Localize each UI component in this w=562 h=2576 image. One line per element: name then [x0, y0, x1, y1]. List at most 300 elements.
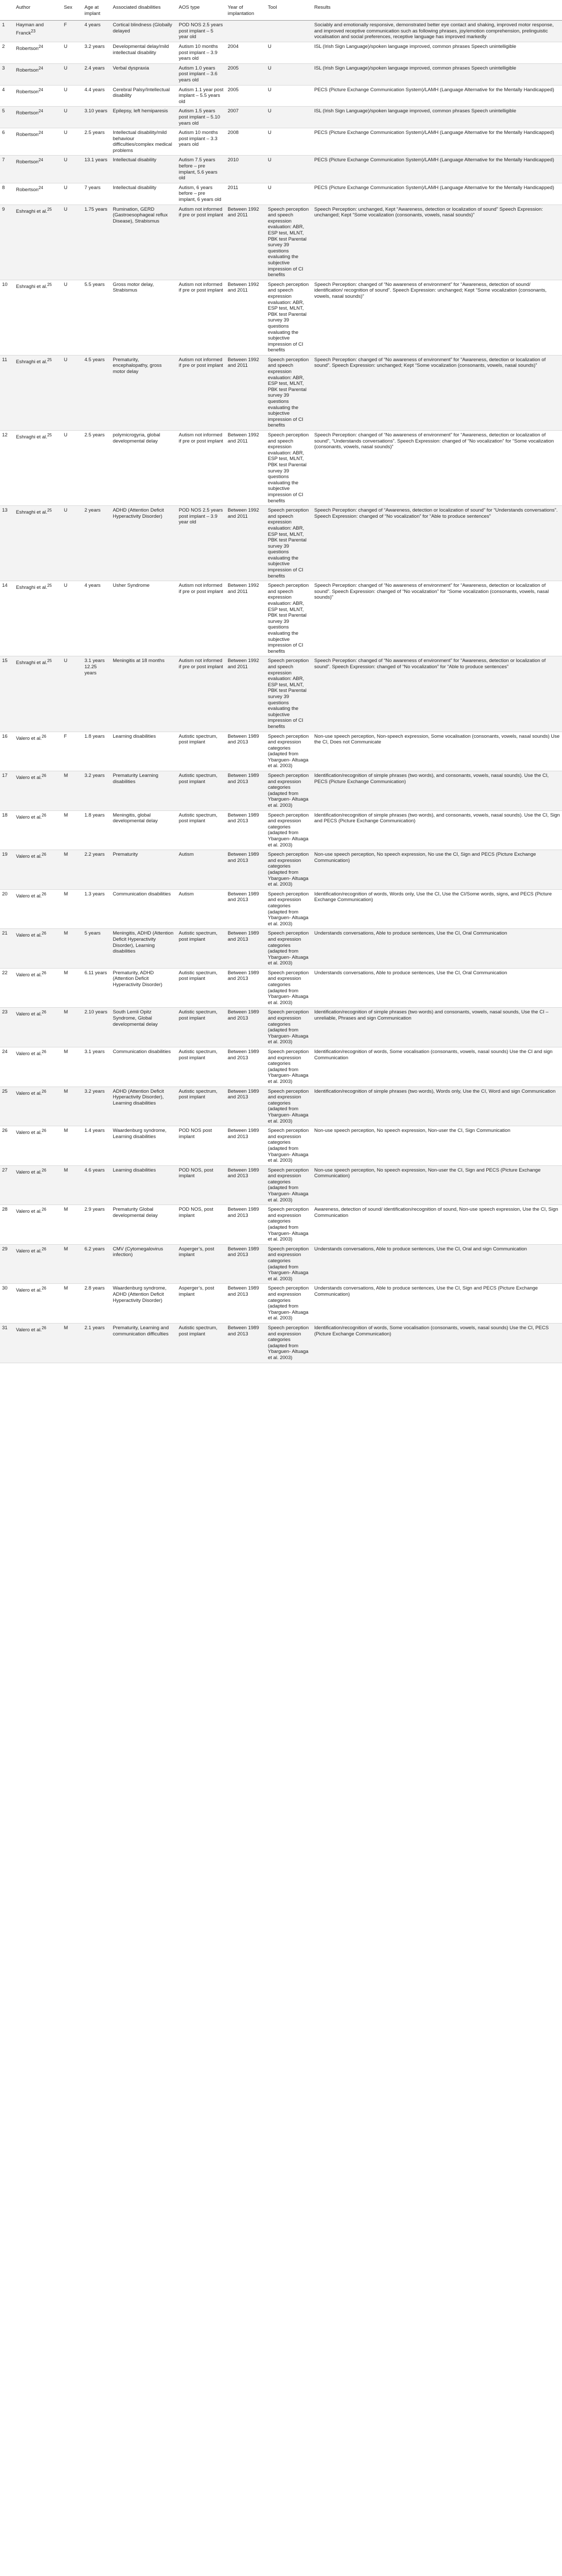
- table-row: [0, 850, 562, 890]
- cell-results: Understands conversations, Able to produce sentences, Use the CI, Sign and PECS (Picture Exchange Communication): [312, 1284, 562, 1324]
- cell-author: Eshraghi et al.$^{25}$: [14, 355, 62, 430]
- cell-associated-disabilities: Prematurity: [111, 850, 177, 890]
- cell-aos-type: POD NOS post implant: [177, 1126, 226, 1166]
- cell-results: Speech Perception: unchanged, Kept “Awareness, detection or localization of sound” Speech Expression: unchanged; Kept “Some vocalization (consonants, vowels, nasal sounds)”: [312, 205, 562, 280]
- table-row: [0, 183, 562, 205]
- cell-year-of-implantation: Between 1992 and 2011: [226, 280, 266, 355]
- cell-aos-type: Autism not informed if pre or post implant: [177, 280, 226, 355]
- cell-sex: U: [62, 128, 82, 156]
- cell-associated-disabilities: Prematurity, encephalopathy, gross motor delay: [111, 355, 177, 430]
- cell-aos-type: Autism 10 months post implant – 3.3 years old: [177, 128, 226, 156]
- cell-associated-disabilities: Communication disabilities: [111, 1047, 177, 1087]
- cell-number: 5: [0, 107, 14, 128]
- cell-associated-disabilities: Waardenburg syndrome, Learning disabilities: [111, 1126, 177, 1166]
- cell-year-of-implantation: Between 1989 and 2013: [226, 1205, 266, 1245]
- header-number: [0, 3, 14, 21]
- table-row: [0, 280, 562, 355]
- cell-author: Robertson$^{24}$: [14, 42, 62, 63]
- cell-author: Valero et al.$^{26}$: [14, 1244, 62, 1284]
- cell-sex: U: [62, 581, 82, 656]
- cell-aos-type: POD NOS 2.5 years post implant – 5 year old: [177, 21, 226, 42]
- cell-age-at-implant: 6.11 years: [82, 968, 111, 1008]
- cell-tool: Speech perception and speech expression evaluation: ABR, ESP test, MLNT, PBK test Parental survey 39 questions evaluating the subjective impression of CI benefits: [266, 656, 312, 732]
- cell-year-of-implantation: Between 1992 and 2011: [226, 656, 266, 732]
- cell-aos-type: Autism not informed if pre or post implant: [177, 355, 226, 430]
- cell-aos-type: Autism: [177, 850, 226, 890]
- cell-associated-disabilities: Gross motor delay, Strabismus: [111, 280, 177, 355]
- cell-age-at-implant: 4 years: [82, 21, 111, 42]
- cell-aos-type: Autistic spectrum, post implant: [177, 771, 226, 811]
- cell-year-of-implantation: Between 1989 and 2013: [226, 810, 266, 850]
- cell-associated-disabilities: South Lemli Opitz Syndrome, Global developmental delay: [111, 1008, 177, 1047]
- cell-year-of-implantation: Between 1992 and 2011: [226, 506, 266, 581]
- cell-results: Non-use speech perception, Non-speech expression, Some vocalisation (consonants, vowels, nasal sounds) Use the CI, Does not Communicate: [312, 732, 562, 771]
- cell-author: Valero et al.$^{26}$: [14, 732, 62, 771]
- cell-tool: [266, 21, 312, 42]
- cell-results: PECS (Picture Exchange Communication System)/LAMH (Language Alternative for the Mentally Handicapped): [312, 183, 562, 205]
- cell-age-at-implant: 5 years: [82, 929, 111, 969]
- cell-aos-type: Autism, 6 years before – pre implant, 6 years old: [177, 183, 226, 205]
- cell-age-at-implant: 1.3 years: [82, 889, 111, 929]
- cell-associated-disabilities: Cerebral Palsy/Intellectual disability: [111, 85, 177, 107]
- cell-age-at-implant: 2.2 years: [82, 850, 111, 890]
- cell-aos-type: Autistic spectrum, post implant: [177, 968, 226, 1008]
- table-row: [0, 128, 562, 156]
- cell-year-of-implantation: 2005: [226, 85, 266, 107]
- cell-results: Non-use speech perception, No speech expression, Non-user the CI, Sign Communication: [312, 1126, 562, 1166]
- cell-sex: U: [62, 431, 82, 506]
- cell-tool: Speech perception and expression categories (adapted from Ybarguen- Altuaga et al. 2003): [266, 929, 312, 969]
- cell-year-of-implantation: 2007: [226, 107, 266, 128]
- header-row: [0, 3, 562, 21]
- cell-author: Eshraghi et al.$^{25}$: [14, 280, 62, 355]
- cell-sex: U: [62, 107, 82, 128]
- cell-sex: M: [62, 1047, 82, 1087]
- cell-age-at-implant: 1.75 years: [82, 205, 111, 280]
- cell-year-of-implantation: Between 1989 and 2013: [226, 1284, 266, 1324]
- cell-associated-disabilities: Epilepsy, left hemiparesis: [111, 107, 177, 128]
- cell-sex: M: [62, 1284, 82, 1324]
- cell-author: Eshraghi et al.$^{25}$: [14, 431, 62, 506]
- table-row: [0, 85, 562, 107]
- cell-results: Identification/recognition of words, Some vocalisation (consonants, vowels, nasal sounds) Use the CI, PECS (Picture Exchange Communication): [312, 1323, 562, 1363]
- cell-associated-disabilities: Communication disabilities: [111, 889, 177, 929]
- cell-age-at-implant: 2.9 years: [82, 1205, 111, 1245]
- cell-author: Robertson$^{24}$: [14, 107, 62, 128]
- cell-year-of-implantation: Between 1989 and 2013: [226, 1087, 266, 1126]
- cell-associated-disabilities: CMV (Cytomegalovirus infection): [111, 1244, 177, 1284]
- cell-year-of-implantation: Between 1992 and 2011: [226, 205, 266, 280]
- cell-number: 23: [0, 1008, 14, 1047]
- cell-year-of-implantation: Between 1989 and 2013: [226, 1165, 266, 1205]
- cell-author: Eshraghi et al.$^{25}$: [14, 205, 62, 280]
- cell-results: Speech Perception: changed of “Awareness, detection or localization of sound” for “Understands conversations”. Speech Expression: changed of “No vocalization” for “Able to produce sentences”: [312, 506, 562, 581]
- cell-year-of-implantation: [226, 21, 266, 42]
- table-header: [0, 3, 562, 21]
- cell-tool: U: [266, 107, 312, 128]
- cell-results: ISL (Irish Sign Language)/spoken language improved, common phrases Speech unintelligible: [312, 63, 562, 85]
- cell-associated-disabilities: ADHD (Attention Deficit Hyperactivity Disorder): [111, 506, 177, 581]
- cell-sex: U: [62, 656, 82, 732]
- cell-age-at-implant: 4.6 years: [82, 1165, 111, 1205]
- cell-sex: U: [62, 183, 82, 205]
- cell-age-at-implant: 2.4 years: [82, 63, 111, 85]
- cell-aos-type: Autism 1.1 year post implant – 5.5 years old: [177, 85, 226, 107]
- cell-results: ISL (Irish Sign Language)/spoken language improved, common phrases Speech unintelligible: [312, 42, 562, 63]
- cell-aos-type: Asperger’s, post implant: [177, 1244, 226, 1284]
- cell-associated-disabilities: Verbal dyspraxia: [111, 63, 177, 85]
- table-row: [0, 506, 562, 581]
- cell-author: Valero et al.$^{26}$: [14, 1087, 62, 1126]
- cell-age-at-implant: 3.10 years: [82, 107, 111, 128]
- cell-number: 22: [0, 968, 14, 1008]
- cell-number: 13: [0, 506, 14, 581]
- cell-tool: Speech perception and expression categories (adapted from Ybarguen- Altuaga et al. 2003): [266, 1244, 312, 1284]
- cell-number: 24: [0, 1047, 14, 1087]
- cell-tool: Speech perception and speech expression evaluation: ABR, ESP test, MLNT, PBK test Parental survey 39 questions evaluating the subjective impression of CI benefits: [266, 205, 312, 280]
- cell-sex: F: [62, 732, 82, 771]
- cell-aos-type: Autism 1.0 years post implant – 3.6 years old: [177, 63, 226, 85]
- cell-sex: U: [62, 280, 82, 355]
- cell-tool: U: [266, 85, 312, 107]
- table-row: [0, 1284, 562, 1324]
- cell-aos-type: Autistic spectrum, post implant: [177, 929, 226, 969]
- cell-author: Valero et al.$^{26}$: [14, 850, 62, 890]
- cell-tool: Speech perception and expression categories (adapted from Ybarguen- Altuaga et al. 2003): [266, 1323, 312, 1363]
- table-row: [0, 1244, 562, 1284]
- cell-sex: U: [62, 355, 82, 430]
- cell-author: Eshraghi et al.$^{25}$: [14, 656, 62, 732]
- cell-number: 3: [0, 63, 14, 85]
- header-results: Results: [312, 3, 562, 21]
- cell-results: ISL (Irish Sign Language)/spoken language improved, common phrases Speech unintelligible: [312, 107, 562, 128]
- cell-associated-disabilities: ADHD (Attention Deficit Hyperactivity Disorder), Learning disabilities: [111, 1087, 177, 1126]
- cell-sex: M: [62, 810, 82, 850]
- study-results-table: [0, 3, 562, 1363]
- cell-author: Valero et al.$^{26}$: [14, 1284, 62, 1324]
- cell-sex: U: [62, 42, 82, 63]
- cell-age-at-implant: 4.5 years: [82, 355, 111, 430]
- cell-aos-type: POD NOS, post implant: [177, 1205, 226, 1245]
- cell-number: 11: [0, 355, 14, 430]
- header-associated-disabilities: Associated disabilities: [111, 3, 177, 21]
- cell-sex: U: [62, 85, 82, 107]
- cell-aos-type: Autism 1.5 years post implant – 5.10 years old: [177, 107, 226, 128]
- cell-results: Identification/recognition of simple phrases (two words), Words only, Use the CI, Word and sign Communication: [312, 1087, 562, 1126]
- table-row: [0, 156, 562, 183]
- cell-results: Awareness, detection of sound/ identification/recognition of sound, Non-use speech expression, Use the CI, Sign Communication: [312, 1205, 562, 1245]
- cell-number: 28: [0, 1205, 14, 1245]
- cell-number: 25: [0, 1087, 14, 1126]
- cell-tool: Speech perception and expression categories (adapted from Ybarguen- Altuaga et al. 2003): [266, 968, 312, 1008]
- cell-tool: Speech perception and speech expression evaluation: ABR, ESP test, MLNT, PBK test Parental survey 39 questions evaluating the subjective impression of CI benefits: [266, 431, 312, 506]
- cell-tool: Speech perception and expression categories (adapted from Ybarguen- Altuaga et al. 2003): [266, 1284, 312, 1324]
- cell-author: Eshraghi et al.$^{25}$: [14, 506, 62, 581]
- cell-year-of-implantation: 2005: [226, 63, 266, 85]
- cell-tool: U: [266, 156, 312, 183]
- cell-tool: Speech perception and expression categories (adapted from Ybarguen- Altuaga et al. 2003): [266, 850, 312, 890]
- header-aos-type: AOS type: [177, 3, 226, 21]
- cell-author: Valero et al.$^{26}$: [14, 1205, 62, 1245]
- cell-age-at-implant: 2 years: [82, 506, 111, 581]
- cell-number: 27: [0, 1165, 14, 1205]
- cell-year-of-implantation: 2010: [226, 156, 266, 183]
- cell-aos-type: Autism not informed if pre or post implant: [177, 205, 226, 280]
- cell-aos-type: Autism 7.5 years before – pre implant, 5.6 years old: [177, 156, 226, 183]
- table-row: [0, 42, 562, 63]
- cell-tool: Speech perception and expression categories (adapted from Ybarguen- Altuaga et al. 2003): [266, 1205, 312, 1245]
- table-row: [0, 810, 562, 850]
- cell-author: Valero et al.$^{26}$: [14, 810, 62, 850]
- cell-author: Robertson$^{24}$: [14, 85, 62, 107]
- cell-results: Speech Perception: changed of “No awareness of environment” for “Awareness, detection or localization of sound”. Speech Expression: changed of “No vocalization” for “Able to produce sentences”: [312, 656, 562, 732]
- cell-author: Valero et al.$^{26}$: [14, 929, 62, 969]
- cell-results: Speech Perception: changed of “No awareness of environment” for “Awareness, detection or localization of sound”. Speech Expression: unchanged; Kept “Some vocalization (consonants, vowels, nasal sounds)”: [312, 355, 562, 430]
- table-row: [0, 1205, 562, 1245]
- cell-sex: U: [62, 205, 82, 280]
- cell-number: 10: [0, 280, 14, 355]
- cell-author: Hayman and Franck$^{23}$: [14, 21, 62, 42]
- cell-author: Valero et al.$^{26}$: [14, 968, 62, 1008]
- cell-year-of-implantation: Between 1989 and 2013: [226, 1047, 266, 1087]
- cell-results: Identification/recognition of words, Words only, Use the CI, Use the CI/Some words, signs, and PECS (Picture Exchange Communication): [312, 889, 562, 929]
- cell-year-of-implantation: Between 1989 and 2013: [226, 968, 266, 1008]
- cell-author: Valero et al.$^{26}$: [14, 1323, 62, 1363]
- cell-results: Speech Perception: changed of “No awareness of environment” for “Awareness, detection of sound/ identification/ recognition of sound”. Speech Expression: unchanged; Kept “Some vocalization (consonants, vowels, nasal sounds)”: [312, 280, 562, 355]
- cell-year-of-implantation: Between 1989 and 2013: [226, 850, 266, 890]
- cell-sex: M: [62, 1323, 82, 1363]
- cell-associated-disabilities: Intellectual disability/mild behaviour difficulties/complex medical problems: [111, 128, 177, 156]
- cell-number: 31: [0, 1323, 14, 1363]
- cell-tool: Speech perception and expression categories (adapted from Ybarguen- Altuaga et al. 2003): [266, 1126, 312, 1166]
- cell-tool: U: [266, 183, 312, 205]
- cell-number: 26: [0, 1126, 14, 1166]
- cell-results: Understands conversations, Able to produce sentences, Use the CI, Oral Communication: [312, 968, 562, 1008]
- cell-associated-disabilities: Prematurity Learning disabilities: [111, 771, 177, 811]
- cell-tool: U: [266, 63, 312, 85]
- table-row: [0, 1323, 562, 1363]
- cell-age-at-implant: 13.1 years: [82, 156, 111, 183]
- cell-associated-disabilities: polymicrogyria, global developmental delay: [111, 431, 177, 506]
- table-row: [0, 1008, 562, 1047]
- cell-tool: Speech perception and expression categories (adapted from Ybarguen- Altuaga et al. 2003): [266, 732, 312, 771]
- cell-associated-disabilities: Prematurity, Learning and communication difficulties: [111, 1323, 177, 1363]
- cell-sex: M: [62, 889, 82, 929]
- cell-age-at-implant: 2.5 years: [82, 431, 111, 506]
- cell-age-at-implant: 4.4 years: [82, 85, 111, 107]
- cell-number: 12: [0, 431, 14, 506]
- cell-associated-disabilities: Meningitis, global developmental delay: [111, 810, 177, 850]
- cell-associated-disabilities: Prematurity, ADHD (Attention Deficit Hyperactivity Disorder): [111, 968, 177, 1008]
- cell-age-at-implant: 2.1 years: [82, 1323, 111, 1363]
- cell-author: Robertson$^{24}$: [14, 63, 62, 85]
- table-row: [0, 355, 562, 430]
- table-row: [0, 205, 562, 280]
- cell-tool: Speech perception and speech expression evaluation: ABR, ESP test, MLNT, PBK test Parental survey 39 questions evaluating the subjective impression of CI benefits: [266, 506, 312, 581]
- cell-number: 15: [0, 656, 14, 732]
- cell-aos-type: Autism not informed if pre or post implant: [177, 431, 226, 506]
- cell-age-at-implant: 1.4 years: [82, 1126, 111, 1166]
- header-sex: Sex: [62, 3, 82, 21]
- table-row: [0, 21, 562, 42]
- header-age-at-implant: Age at implant: [82, 3, 111, 21]
- cell-year-of-implantation: Between 1992 and 2011: [226, 355, 266, 430]
- cell-aos-type: Asperger’s, post implant: [177, 1284, 226, 1324]
- cell-author: Valero et al.$^{26}$: [14, 1047, 62, 1087]
- cell-results: Identification/recognition of simple phrases (two words), and consonants, vowels, nasal sounds). Use the CI, Sign and PECS (Picture Exchange Communication): [312, 810, 562, 850]
- cell-results: PECS (Picture Exchange Communication System)/LAMH (Language Alternative for the Mentally Handicapped): [312, 156, 562, 183]
- cell-number: 7: [0, 156, 14, 183]
- cell-results: Speech Perception: changed of “No awareness of environment” for “Awareness, detection or localization of sound”, “Understands conversations”. Speech Expression: changed of “No vocalization” for “Some vocalization (consonants, vowels, nasal sounds)”: [312, 431, 562, 506]
- cell-number: 16: [0, 732, 14, 771]
- cell-author: Eshraghi et al.$^{25}$: [14, 581, 62, 656]
- cell-associated-disabilities: Meningitis, ADHD (Attention Deficit Hyperactivity Disorder), Learning disabilities: [111, 929, 177, 969]
- cell-age-at-implant: 4 years: [82, 581, 111, 656]
- cell-tool: Speech perception and speech expression evaluation: ABR, ESP test, MLNT, PBK test Parental survey 39 questions evaluating the subjective impression of CI benefits: [266, 581, 312, 656]
- cell-results: Understands conversations, Able to produce sentences, Use the CI, Oral Communication: [312, 929, 562, 969]
- cell-tool: U: [266, 128, 312, 156]
- table-row: [0, 1165, 562, 1205]
- header-tool: Tool: [266, 3, 312, 21]
- cell-age-at-implant: 3.1 years: [82, 1047, 111, 1087]
- table-row: [0, 431, 562, 506]
- cell-aos-type: Autistic spectrum, post implant: [177, 1323, 226, 1363]
- cell-aos-type: Autistic spectrum, post implant: [177, 732, 226, 771]
- cell-sex: M: [62, 850, 82, 890]
- cell-age-at-implant: 3.2 years: [82, 1087, 111, 1126]
- cell-associated-disabilities: Rumination, GERD (Gastroesophageal reflux Disease), Strabismus: [111, 205, 177, 280]
- cell-sex: U: [62, 156, 82, 183]
- cell-age-at-implant: 6.2 years: [82, 1244, 111, 1284]
- cell-author: Robertson$^{24}$: [14, 128, 62, 156]
- table-row: [0, 63, 562, 85]
- cell-number: 2: [0, 42, 14, 63]
- cell-sex: M: [62, 968, 82, 1008]
- cell-author: Valero et al.$^{26}$: [14, 771, 62, 811]
- cell-year-of-implantation: Between 1989 and 2013: [226, 889, 266, 929]
- cell-year-of-implantation: Between 1992 and 2011: [226, 581, 266, 656]
- cell-author: Robertson$^{24}$: [14, 156, 62, 183]
- cell-author: Valero et al.$^{26}$: [14, 1126, 62, 1166]
- cell-sex: F: [62, 21, 82, 42]
- cell-age-at-implant: 3.2 years: [82, 42, 111, 63]
- cell-sex: M: [62, 1244, 82, 1284]
- cell-year-of-implantation: Between 1989 and 2013: [226, 1126, 266, 1166]
- cell-sex: M: [62, 929, 82, 969]
- cell-associated-disabilities: Intellectual disability: [111, 183, 177, 205]
- cell-age-at-implant: 3.1 years 12.25 years: [82, 656, 111, 732]
- cell-number: 21: [0, 929, 14, 969]
- cell-sex: M: [62, 1205, 82, 1245]
- cell-sex: M: [62, 1008, 82, 1047]
- cell-year-of-implantation: Between 1989 and 2013: [226, 929, 266, 969]
- cell-age-at-implant: 7 years: [82, 183, 111, 205]
- table-row: [0, 889, 562, 929]
- cell-number: 14: [0, 581, 14, 656]
- cell-aos-type: Autistic spectrum, post implant: [177, 810, 226, 850]
- cell-aos-type: Autistic spectrum, post implant: [177, 1047, 226, 1087]
- cell-year-of-implantation: Between 1989 and 2013: [226, 1323, 266, 1363]
- cell-number: 1: [0, 21, 14, 42]
- cell-results: Non-use speech perception, No speech expression, Non-user the CI, Sign and PECS (Picture Exchange Communication): [312, 1165, 562, 1205]
- cell-sex: M: [62, 1126, 82, 1166]
- cell-author: Valero et al.$^{26}$: [14, 1008, 62, 1047]
- cell-author: Valero et al.$^{26}$: [14, 889, 62, 929]
- cell-aos-type: POD NOS 2.5 years post implant – 3.9 year old: [177, 506, 226, 581]
- cell-age-at-implant: 5.5 years: [82, 280, 111, 355]
- cell-sex: M: [62, 1165, 82, 1205]
- cell-number: 20: [0, 889, 14, 929]
- cell-tool: Speech perception and speech expression evaluation: ABR, ESP test, MLNT, PBK test Parental survey 39 questions evaluating the subjective impression of CI benefits: [266, 280, 312, 355]
- cell-associated-disabilities: Waardenburg syndrome, ADHD (Attention Deficit Hyperactivity Disorder): [111, 1284, 177, 1324]
- cell-results: PECS (Picture Exchange Communication System)/LAMH (Language Alternative for the Mentally Handicapped): [312, 85, 562, 107]
- cell-associated-disabilities: Learning disabilities: [111, 732, 177, 771]
- cell-age-at-implant: 2.10 years: [82, 1008, 111, 1047]
- cell-year-of-implantation: Between 1989 and 2013: [226, 1008, 266, 1047]
- cell-tool: U: [266, 42, 312, 63]
- table-row: [0, 1126, 562, 1166]
- cell-sex: U: [62, 506, 82, 581]
- cell-associated-disabilities: Developmental delay/mild intellectual disability: [111, 42, 177, 63]
- table-row: [0, 732, 562, 771]
- table-row: [0, 656, 562, 732]
- cell-year-of-implantation: Between 1989 and 2013: [226, 1244, 266, 1284]
- cell-tool: Speech perception and speech expression evaluation: ABR, ESP test, MLNT, PBK test Parental survey 39 questions evaluating the subjective impression of CI benefits: [266, 355, 312, 430]
- cell-tool: Speech perception and expression categories (adapted from Ybarguen- Altuaga et al. 2003): [266, 1165, 312, 1205]
- cell-tool: Speech perception and expression categories (adapted from Ybarguen- Altuaga et al. 2003): [266, 1087, 312, 1126]
- cell-associated-disabilities: Usher Syndrome: [111, 581, 177, 656]
- cell-number: 9: [0, 205, 14, 280]
- cell-number: 6: [0, 128, 14, 156]
- cell-associated-disabilities: Cortical blindness (Globally delayed: [111, 21, 177, 42]
- cell-sex: U: [62, 63, 82, 85]
- table-body: [0, 21, 562, 1363]
- table-row: [0, 771, 562, 811]
- table-row: [0, 107, 562, 128]
- cell-author: Robertson$^{24}$: [14, 183, 62, 205]
- cell-associated-disabilities: Prematurity Global developmental delay: [111, 1205, 177, 1245]
- cell-age-at-implant: 1.8 years: [82, 732, 111, 771]
- cell-number: 29: [0, 1244, 14, 1284]
- table-row: [0, 1047, 562, 1087]
- cell-year-of-implantation: 2011: [226, 183, 266, 205]
- cell-results: Non-use speech perception, No speech expression, No use the CI, Sign and PECS (Picture Exchange Communication): [312, 850, 562, 890]
- cell-age-at-implant: 1.8 years: [82, 810, 111, 850]
- cell-aos-type: POD NOS, post implant: [177, 1165, 226, 1205]
- cell-age-at-implant: 3.2 years: [82, 771, 111, 811]
- header-year-of-implantation: Year of implantation: [226, 3, 266, 21]
- cell-aos-type: Autism 10 months post implant – 3.9 years old: [177, 42, 226, 63]
- cell-aos-type: Autism: [177, 889, 226, 929]
- cell-age-at-implant: 2.5 years: [82, 128, 111, 156]
- cell-results: Sociably and emotionally responsive, demonstrated better eye contact and shaking, improved motor response, and improved receptive communication such as following phrases, joy/emotion comprehension, prelinguistic vocalisation and social preferences, receptive language has improved markedly: [312, 21, 562, 42]
- cell-year-of-implantation: 2004: [226, 42, 266, 63]
- cell-tool: Speech perception and expression categories (adapted from Ybarguen- Altuaga et al. 2003): [266, 771, 312, 811]
- cell-number: 30: [0, 1284, 14, 1324]
- cell-results: Understands conversations, Able to produce sentences, Use the CI, Oral and sign Communication: [312, 1244, 562, 1284]
- cell-results: PECS (Picture Exchange Communication System)/LAMH (Language Alternative for the Mentally Handicapped): [312, 128, 562, 156]
- cell-sex: M: [62, 1087, 82, 1126]
- cell-tool: Speech perception and expression categories (adapted from Ybarguen- Altuaga et al. 2003): [266, 1008, 312, 1047]
- header-author: Author: [14, 3, 62, 21]
- cell-tool: Speech perception and expression categories (adapted from Ybarguen- Altuaga et al. 2003): [266, 810, 312, 850]
- cell-age-at-implant: 2.8 years: [82, 1284, 111, 1324]
- cell-associated-disabilities: Intellectual disability: [111, 156, 177, 183]
- cell-year-of-implantation: Between 1989 and 2013: [226, 771, 266, 811]
- table-row: [0, 1087, 562, 1126]
- cell-tool: Speech perception and expression categories (adapted from Ybarguen- Altuaga et al. 2003): [266, 889, 312, 929]
- cell-associated-disabilities: Learning disabilities: [111, 1165, 177, 1205]
